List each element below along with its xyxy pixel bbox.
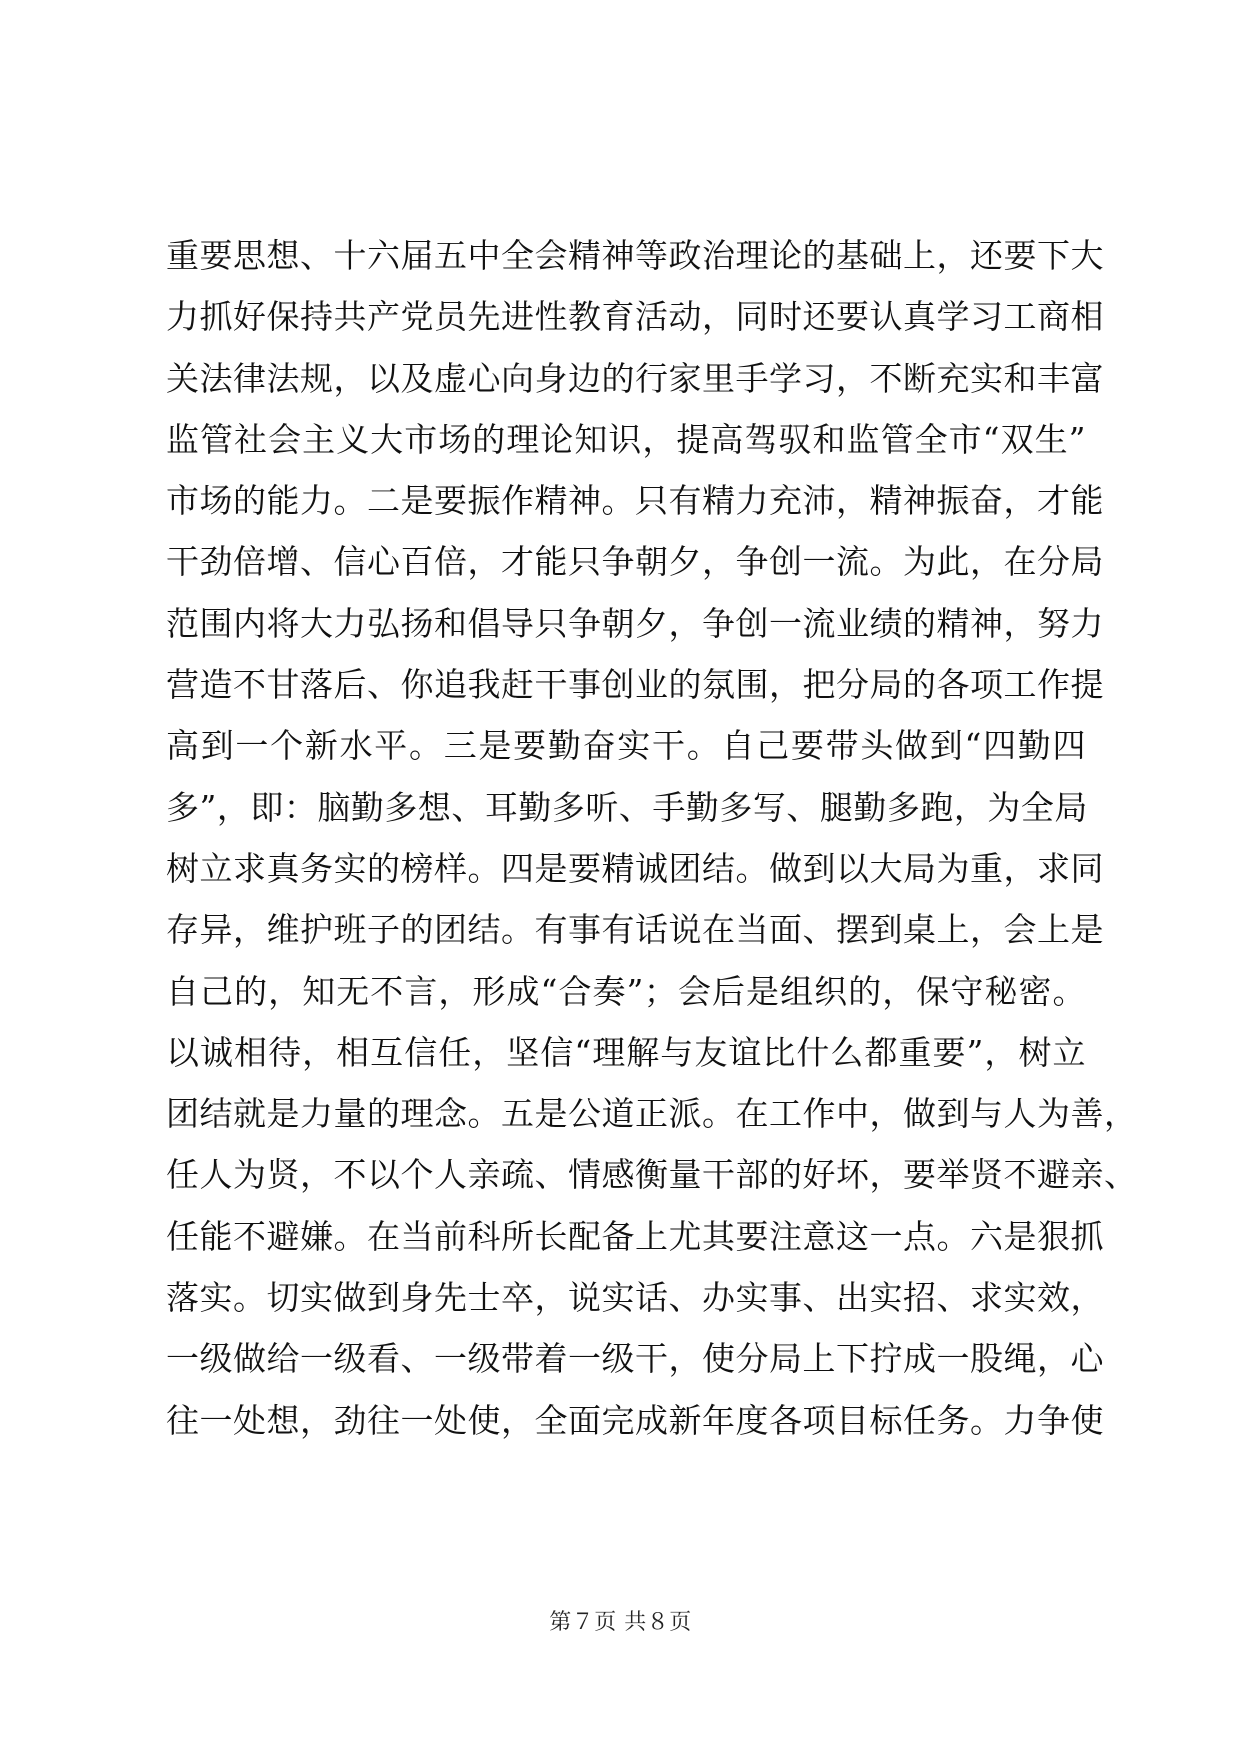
text-line: 任人为贤，不以个人亲疏、情感衡量干部的好坏，要举贤不避亲、 [166,1155,1138,1195]
text-line: 干劲倍增、信心百倍，才能只争朝夕，争创一流。为此，在分局 [166,542,1104,582]
text-line: 市场的能力。二是要振作精神。只有精力充沛，精神振奋，才能 [166,481,1104,521]
text-line: 以诚相待，相互信任，坚信“理解与友谊比什么都重要”，树立 [166,1032,1086,1072]
text-line: 范围内将大力弘扬和倡导只争朝夕，争创一流业绩的精神，努力 [166,603,1104,643]
text-line: 一级做给一级看、一级带着一级干，使分局上下拧成一股绳，心 [166,1339,1104,1379]
text-line: 往一处想，劲往一处使，全面完成新年度各项目标任务。力争使 [166,1400,1104,1440]
text-line: 高到一个新水平。三是要勤奋实干。自己要带头做到“四勤四 [166,726,1086,766]
text-line: 自己的，知无不言，形成“合奏”；会后是组织的，保守秘密。 [166,971,1086,1011]
text-line: 关法律法规，以及虚心向身边的行家里手学习，不断充实和丰富 [166,358,1104,398]
text-line: 营造不甘落后、你追我赶干事创业的氛围，把分局的各项工作提 [166,665,1104,705]
text-line: 多”，即：脑勤多想、耳勤多听、手勤多写、腿勤多跑，为全局 [166,787,1088,827]
text-line: 存异，维护班子的团结。有事有话说在当面、摆到桌上，会上是 [166,910,1104,950]
text-line: 任能不避嫌。在当前科所长配备上尤其要注意这一点。六是狠抓 [166,1216,1104,1256]
text-line: 树立求真务实的榜样。四是要精诚团结。做到以大局为重，求同 [166,848,1104,888]
text-line: 团结就是力量的理念。五是公道正派。在工作中，做到与人为善， [166,1094,1138,1134]
page-number-footer: 第７页 共８页 [549,1610,692,1635]
text-line: 力抓好保持共产党员先进性教育活动，同时还要认真学习工商相 [166,297,1104,337]
text-line: 落实。切实做到身先士卒，说实话、办实事、出实招、求实效， [166,1278,1104,1318]
text-line: 监管社会主义大市场的理论知识，提高驾驭和监管全市“双生” [166,419,1086,459]
text-line: 重要思想、十六届五中全会精神等政治理论的基础上，还要下大 [166,236,1104,275]
body-text [166,225,1138,1451]
